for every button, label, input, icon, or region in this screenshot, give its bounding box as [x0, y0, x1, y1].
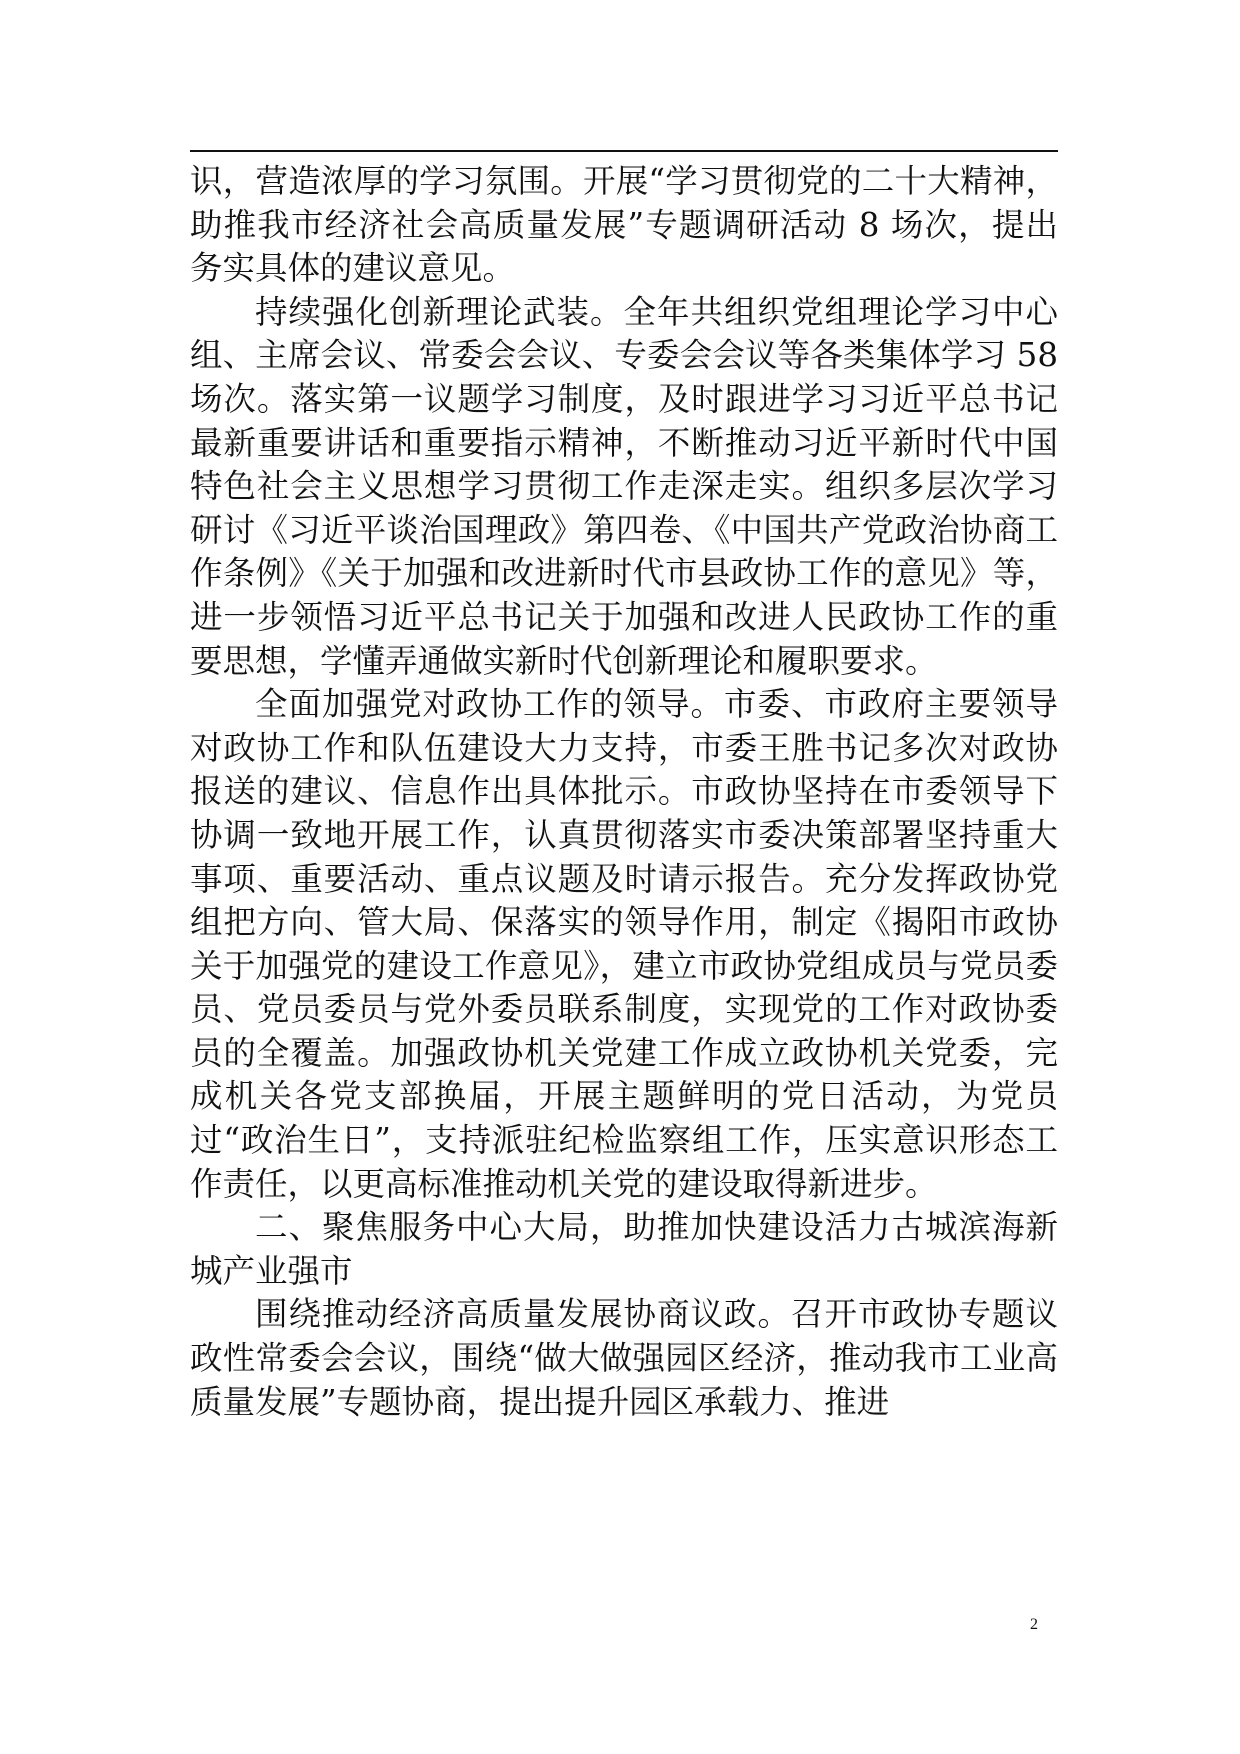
- document-body: [190, 160, 1058, 1424]
- paragraph-economic-consultation: 围绕推动经济高质量发展协商议政。召开市政协专题议政性常委会会议，围绕“做大做强园区经济，推动我市工业高质量发展”专题协商，提出提升园区承载力、推进: [190, 1295, 1058, 1421]
- header-rule: [190, 150, 1058, 152]
- paragraph-party-leadership: 全面加强党对政协工作的领导。市委、市政府主要领导对政协工作和队伍建设大力支持，市委王胜书记多次对政协报送的建议、信息作出具体批示。市政协坚持在市委领导下协调一致地开展工作，认真贯彻落实市委决策部署坚持重大事项、重要活动、重点议题及时请示报告。充分发挥政协党组把方向、管大局、保落实的领导作用，制定《揭阳市政协关于加强党的建设工作意见》，建立市政协党组成员与党员委员、党员委员与党外委员联系制度，实现党的工作对政协委员的全覆盖。加强政协机关党建工作成立政协机关党委，完成机关各党支部换届，开展主题鲜明的党日活动，为党员过“政治生日”，支持派驻纪检监察组工作，压实意识形态工作责任，以更高标准推动机关党的建设取得新进步。: [190, 685, 1058, 1203]
- page-number: 2: [1030, 1616, 1038, 1633]
- paragraph-continuation: 识，营造浓厚的学习氛围。开展“学习贯彻党的二十大精神，助推我市经济社会高质量发展”专题调研活动 8 场次，提出务实具体的建议意见。: [190, 162, 1058, 288]
- paragraph-theory-study: 持续强化创新理论武装。全年共组织党组理论学习中心组、主席会议、常委会会议、专委会会议等各类集体学习 58 场次。落实第一议题学习制度，及时跟进学习习近平总书记最新重要讲话和重要指示精神，不断推动习近平新时代中国特色社会主义思想学习贯彻工作走深走实。组织多层次学习研讨《习近平谈治国理政》第四卷、《中国共产党政治协商工作条例》《关于加强和改进新时代市县政协工作的意见》等，进一步领悟习近平总书记关于加强和改进人民政协工作的重要思想，学懂弄通做实新时代创新理论和履职要求。: [190, 292, 1058, 680]
- section-heading: 二、聚焦服务中心大局，助推加快建设活力古城滨海新城产业强市: [190, 1208, 1058, 1290]
